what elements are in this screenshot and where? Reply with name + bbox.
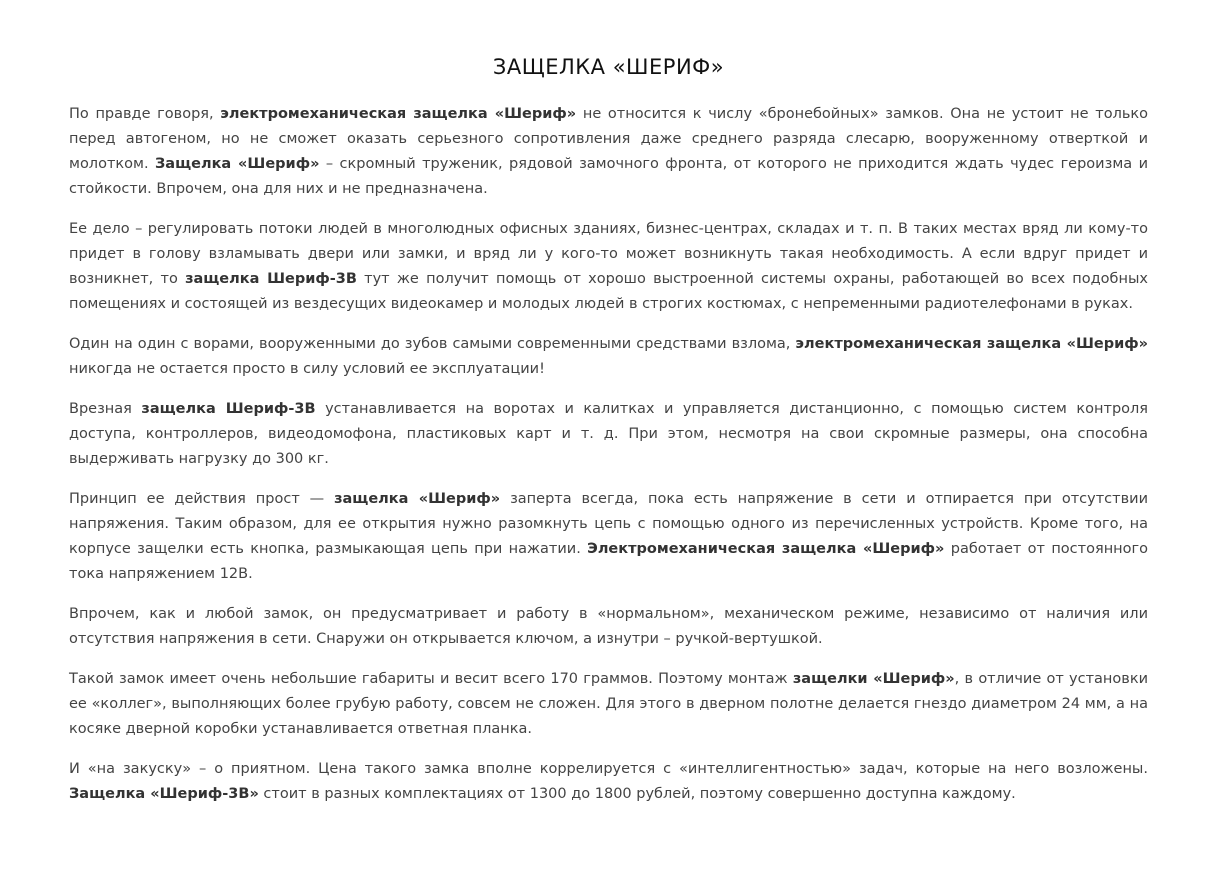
- bold-text: защелка Шериф-3В: [185, 271, 357, 287]
- page-title: ЗАЩЕЛКА «ШЕРИФ»: [492, 55, 725, 79]
- paragraph-text: стоит в разных комплектациях от 1300 до 1800 рублей, поэтому совершенно доступна каждому.: [258, 786, 1016, 802]
- paragraph-text: , в отличие от установки ее «коллег», выполняющих более грубую работу, совсем не сложен. Для этого в дверном полотне делается гнездо диаметром 24 мм, а на косяке дверной коробки устанавливается ответная планка.: [69, 671, 1149, 737]
- paragraph-text: Принцип ее действия прост —: [69, 491, 335, 507]
- bold-text: Защелка «Шериф»: [155, 156, 320, 172]
- bold-text: Защелка «Шериф-3В»: [69, 786, 259, 802]
- paragraph-text: Такой замок имеет очень небольшие габариты и весит всего 170 граммов. Поэтому монтаж: [69, 671, 793, 687]
- paragraph: [69, 332, 1148, 382]
- bold-text: защелка Шериф-3В: [141, 401, 316, 417]
- paragraph-text: Впрочем, как и любой замок, он предусматривает и работу в «нормальном», механическом режиме, независимо от наличия или отсутствия напряжения в сети. Снаружи он открывается ключом, а изнутри – ручкой-вертушкой.: [69, 606, 1148, 647]
- paragraph-text: заперта всегда, пока есть напряжение в сети и отпирается при отсутствии напряжения. Таким образом, для ее открытия нужно разомкнуть цепь с помощью одного из перечисленных устройств. Кроме того, на корпусе защелки есть кнопка, размыкающая цепь при нажатии.: [69, 491, 1148, 557]
- article: [69, 52, 1148, 822]
- bold-text: электромеханическая защелка «Шериф»: [795, 336, 1149, 352]
- paragraph-text: – скромный труженик, рядовой замочного фронта, от которого не приходится ждать чудес героизма и стойкости. Впрочем, она для них и не предназначена.: [69, 156, 1148, 197]
- bold-text: защелка «Шериф»: [334, 491, 501, 507]
- paragraph-text: Врезная: [69, 401, 142, 417]
- paragraph-text: Ее дело – регулировать потоки людей в многолюдных офисных зданиях, бизнес-центрах, складах и т. п. В таких местах вряд ли кому-то придет в голову взламывать двери или замки, и вряд ли у кого-то может возникнуть такая необходимость. А если вдруг придет и возникнет, то: [69, 221, 1148, 287]
- bold-text: Электромеханическая защелка «Шериф»: [587, 541, 945, 557]
- article-body: [69, 102, 1148, 807]
- paragraph-text: тут же получит помощь от хорошо выстроенной системы охраны, работающей во всех подобных помещениях и состоящей из вездесущих видеокамер и молодых людей в строгих костюмах, с непременными радиотелефонами в руках.: [69, 271, 1148, 312]
- paragraph-text: По правде говоря,: [69, 106, 221, 122]
- paragraph: [69, 487, 1148, 587]
- paragraph: [69, 217, 1148, 317]
- paragraph-text: работает от постоянного тока напряжением 12В.: [69, 541, 1149, 582]
- paragraph: [69, 757, 1148, 807]
- bold-text: электромеханическая защелка «Шериф»: [220, 106, 577, 122]
- paragraph: [69, 667, 1148, 742]
- paragraph: [69, 102, 1148, 202]
- paragraph-text: не относится к числу «бронебойных» замков. Она не устоит не только перед автогеном, но не сможет оказать серьезного сопротивления даже среднего разряда слесарю, вооруженному отверткой и молотком.: [69, 106, 1149, 172]
- paragraph-text: никогда не остается просто в силу условий ее эксплуатации!: [69, 361, 545, 377]
- paragraph-text: устанавливается на воротах и калитках и управляется дистанционно, с помощью систем контроля доступа, контроллеров, видеодомофона, пластиковых карт и т. д. При этом, несмотря на свои скромные размеры, она способна выдерживать нагрузку до 300 кг.: [69, 401, 1149, 467]
- paragraph-text: Один на один с ворами, вооруженными до зубов самыми современными средствами взлома,: [69, 336, 796, 352]
- paragraph: [69, 397, 1148, 472]
- bold-text: защелки «Шериф»: [792, 671, 955, 687]
- paragraph: [69, 602, 1148, 652]
- paragraph-text: И «на закуску» – о приятном. Цена такого замка вполне коррелируется с «интеллигентностью» задач, которые на него возложены.: [69, 761, 1148, 777]
